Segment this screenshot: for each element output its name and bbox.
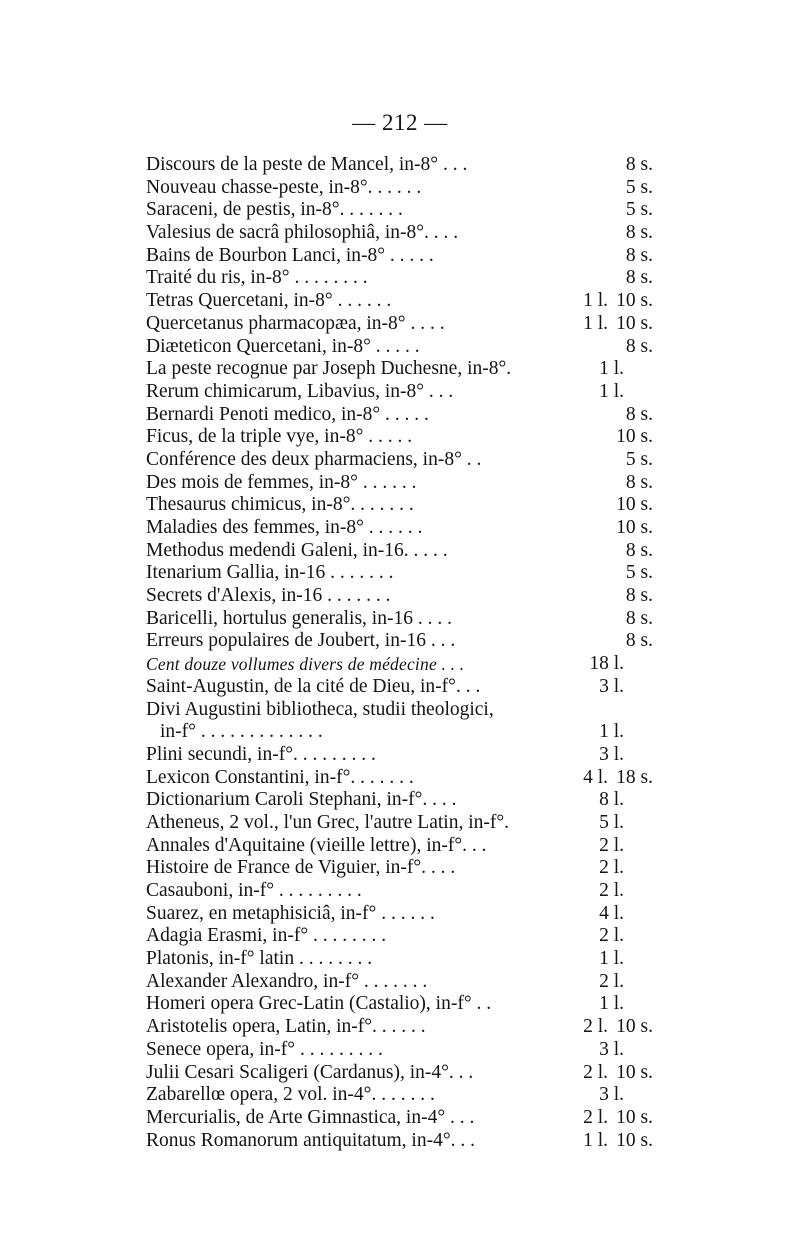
entry-title-line: Traité du ris, in-8° . . . . . . . .	[146, 267, 368, 289]
entry-price-sous: 10 s.	[616, 290, 653, 312]
entry-price-sous: 10 s.	[616, 1061, 653, 1083]
entry-title-line: Julii Cesari Scaligeri (Cardanus), in-4°. . .	[146, 1061, 474, 1083]
entry-price-sous: 5 s.	[625, 176, 653, 198]
entry-title	[146, 653, 464, 676]
entry-title-line: Alexander Alexandro, in-f° . . . . . . .	[146, 970, 428, 992]
entry-title	[146, 222, 458, 245]
catalogue-entry	[0, 245, 800, 268]
entry-title	[146, 517, 422, 540]
catalogue-entry	[0, 653, 800, 676]
entry-title	[146, 1084, 435, 1107]
entry-price-sous: 10 s.	[616, 517, 653, 538]
catalogue-entry	[0, 1107, 800, 1130]
entry-title	[146, 1039, 383, 1062]
entry-title	[146, 494, 414, 517]
entry-price-livres: 2 l.	[599, 857, 624, 879]
catalogue-entry	[0, 426, 800, 449]
entry-title	[146, 381, 453, 404]
catalogue-entry	[0, 562, 800, 585]
entry-title	[146, 744, 376, 767]
entry-title	[146, 993, 491, 1016]
entry-title-line: Homeri opera Grec-Latin (Castalio), in-f° . .	[146, 993, 492, 1015]
entry-title-line: Lexicon Constantini, in-f°. . . . . . .	[146, 766, 414, 788]
catalogue-entry	[0, 336, 800, 359]
entry-title-line: Tetras Quercetani, in-8° . . . . . .	[146, 290, 392, 312]
catalogue-entry	[0, 449, 800, 472]
entry-price-sous: 10 s.	[616, 1016, 653, 1038]
catalogue-entry	[0, 154, 800, 177]
catalogue-entry	[0, 1039, 800, 1062]
entry-price-livres: 1 l.	[599, 948, 624, 970]
entry-title	[146, 925, 386, 948]
entry-title	[146, 608, 452, 631]
catalogue-entry	[0, 676, 800, 699]
entry-price-livres: 1 l.	[599, 721, 624, 743]
entry-title-line: Nouveau chasse-peste, in-8°. . . . . .	[146, 176, 422, 198]
entry-price-livres: 3 l.	[599, 743, 624, 765]
entry-title-line: Plini secundi, in-f°. . . . . . . . .	[146, 743, 376, 765]
entry-title	[146, 767, 414, 790]
entry-title-line: Ronus Romanorum antiquitatum, in-4°. . .	[146, 1129, 475, 1151]
entry-title-line: Mercurialis, de Arte Gimnastica, in-4° . . .	[146, 1106, 475, 1128]
entry-price-sous: 8 s.	[625, 403, 653, 425]
entry-title	[146, 313, 445, 336]
entry-title-line: Baricelli, hortulus generalis, in-16 . . . .	[146, 607, 452, 629]
entry-title-line: Des mois de femmes, in-8° . . . . . .	[146, 471, 417, 493]
catalogue-entry	[0, 608, 800, 631]
catalogue-entry	[0, 222, 800, 245]
entry-title	[146, 857, 455, 880]
catalogue-entry	[0, 767, 800, 790]
entry-title	[146, 1107, 474, 1130]
entry-title	[146, 699, 494, 744]
entry-title-line: Adagia Erasmi, in-f° . . . . . . . .	[146, 925, 387, 947]
entry-title	[146, 336, 420, 359]
entry-title	[146, 789, 457, 812]
catalogue-list	[0, 154, 800, 1152]
catalogue-entry	[0, 1130, 800, 1153]
entry-price-sous: 8 s.	[625, 539, 653, 561]
entry-price-sous: 8 s.	[625, 630, 653, 652]
entry-title	[146, 948, 372, 971]
entry-title-line: Annales d'Aquitaine (vieille lettre), in-f°. . .	[146, 834, 487, 856]
entry-title	[146, 880, 362, 903]
entry-price-livres: 1 l.	[599, 358, 624, 380]
catalogue-entry	[0, 789, 800, 812]
entry-title	[146, 585, 391, 608]
entry-title-line: Valesius de sacrâ philosophiâ, in-8°. . . .	[146, 222, 459, 244]
entry-title-line: Suarez, en metaphisiciâ, in-f° . . . . . .	[146, 902, 435, 924]
entry-title-line: Discours de la peste de Mancel, in-8° . . .	[146, 154, 468, 175]
catalogue-entry	[0, 1084, 800, 1107]
catalogue-entry	[0, 585, 800, 608]
entry-title	[146, 562, 393, 585]
entry-title	[146, 358, 511, 381]
entry-price-livres: 2 l.	[599, 925, 624, 947]
entry-title-line: Quercetanus pharmacopæa, in-8° . . . .	[146, 312, 445, 334]
entry-price-livres: 1 l.	[583, 290, 608, 312]
entry-title-line: Bains de Bourbon Lanci, in-8° . . . . .	[146, 244, 434, 266]
catalogue-entry	[0, 857, 800, 880]
entry-price-livres: 3 l.	[599, 675, 624, 697]
entry-title-line: Platonis, in-f° latin . . . . . . . .	[146, 948, 373, 970]
entry-title	[146, 630, 455, 653]
entry-price-livres: 1 l.	[599, 380, 624, 402]
catalogue-entry	[0, 177, 800, 200]
entry-price-livres: 2 l.	[599, 970, 624, 992]
entry-title	[146, 245, 434, 268]
entry-title	[146, 1062, 473, 1085]
catalogue-entry	[0, 630, 800, 653]
catalogue-entry	[0, 948, 800, 971]
catalogue-entry	[0, 267, 800, 290]
entry-price-sous: 8 s.	[625, 335, 653, 357]
entry-title-line: Conférence des deux pharmaciens, in-8° . .	[146, 448, 482, 470]
catalogue-entry	[0, 1016, 800, 1039]
catalogue-entry	[0, 472, 800, 495]
catalogue-entry	[0, 903, 800, 926]
entry-title-line: Itenarium Gallia, in-16 . . . . . . .	[146, 562, 394, 584]
entry-price-sous: 8 s.	[625, 585, 653, 607]
entry-title-line: Divi Augustini bibliotheca, studii theologici,	[146, 698, 494, 720]
entry-title	[146, 1016, 426, 1039]
entry-price-livres: 8 l.	[599, 789, 624, 811]
catalogue-entry	[0, 290, 800, 313]
entry-title	[146, 472, 416, 495]
catalogue-entry	[0, 925, 800, 948]
entry-title	[146, 676, 480, 699]
entry-title-line: Methodus medendi Galeni, in-16. . . . .	[146, 539, 448, 561]
catalogue-entry	[0, 1062, 800, 1085]
entry-price-sous: 8 s.	[625, 267, 653, 289]
entry-title	[146, 1130, 475, 1153]
entry-title	[146, 449, 481, 472]
entry-price-livres: 3 l.	[599, 1038, 624, 1060]
entry-title-line: Saint-Augustin, de la cité de Dieu, in-f°. . .	[146, 675, 481, 697]
entry-price-sous: 8 s.	[625, 222, 653, 244]
entry-title-line: Erreurs populaires de Joubert, in-16 . . .	[146, 630, 456, 652]
entry-price-sous: 8 s.	[625, 607, 653, 629]
entry-title-line: Rerum chimicarum, Libavius, in-8° . . .	[146, 380, 454, 402]
entry-title-line: Zabarellœ opera, 2 vol. in-4°. . . . . . .	[146, 1084, 435, 1106]
entry-title-continuation: in-f° . . . . . . . . . . . . .	[160, 721, 323, 743]
entry-title-line: Thesaurus chimicus, in-8°. . . . . . .	[146, 494, 414, 516]
entry-price-sous: 5 s.	[625, 199, 653, 221]
entry-price-livres: 1 l.	[583, 1129, 608, 1151]
entry-price-sous: 18 s.	[616, 766, 653, 788]
entry-price-sous: 5 s.	[625, 562, 653, 584]
entry-title-line: Diæteticon Quercetani, in-8° . . . . .	[146, 335, 420, 357]
catalogue-entry	[0, 699, 800, 744]
entry-title	[146, 154, 467, 177]
entry-price-livres: 2 l.	[599, 880, 624, 902]
entry-price-livres: 18 l.	[589, 653, 624, 675]
entry-price-sous: 5 s.	[625, 448, 653, 470]
entry-price-livres: 2 l.	[599, 834, 624, 856]
entry-price-sous: 8 s.	[625, 471, 653, 493]
catalogue-entry	[0, 199, 800, 222]
entry-price-livres: 4 l.	[599, 902, 624, 924]
entry-price-sous: 10 s.	[616, 1106, 653, 1128]
entry-title	[146, 971, 427, 994]
catalogue-entry	[0, 812, 800, 835]
entry-title-line: Dictionarium Caroli Stephani, in-f°. . . .	[146, 789, 457, 811]
entry-title-line: Bernardi Penoti medico, in-8° . . . . .	[146, 403, 429, 425]
entry-title-line: Histoire de France de Viguier, in-f°. . . .	[146, 857, 456, 879]
entry-title	[146, 903, 435, 926]
catalogue-entry	[0, 540, 800, 563]
entry-title	[146, 835, 487, 858]
catalogue-entry	[0, 381, 800, 404]
catalogue-entry	[0, 358, 800, 381]
entry-price-livres: 2 l.	[583, 1016, 608, 1038]
entry-price-sous: 10 s.	[616, 426, 653, 448]
catalogue-entry	[0, 835, 800, 858]
entry-title-line: Atheneus, 2 vol., l'un Grec, l'autre Latin, in-f°.	[146, 811, 510, 833]
entry-title-line: Senece opera, in-f° . . . . . . . . .	[146, 1038, 383, 1060]
entry-title-line: Saraceni, de pestis, in-8°. . . . . . .	[146, 199, 403, 221]
entry-title	[146, 267, 368, 290]
page-number: — 212 —	[352, 110, 448, 135]
entry-title-line: Cent douze vollumes divers de médecine . . .	[146, 654, 465, 675]
catalogue-entry	[0, 404, 800, 427]
entry-title-line: La peste recognue par Joseph Duchesne, in-8°.	[146, 358, 512, 380]
entry-price-sous: 8 s.	[625, 244, 653, 266]
entry-price-sous: 10 s.	[616, 1129, 653, 1151]
catalogue-entry	[0, 494, 800, 517]
catalogue-entry	[0, 744, 800, 767]
entry-price-livres: 1 l.	[583, 312, 608, 334]
entry-title	[146, 812, 509, 835]
entry-title-line: Secrets d'Alexis, in-16 . . . . . . .	[146, 585, 391, 607]
entry-price-livres: 2 l.	[583, 1061, 608, 1083]
entry-title	[146, 199, 403, 222]
entry-price-livres: 5 l.	[599, 811, 624, 833]
entry-title	[146, 540, 448, 563]
entry-title-line: Casauboni, in-f° . . . . . . . . .	[146, 880, 362, 902]
entry-title-line: Aristotelis opera, Latin, in-f°. . . . . .	[146, 1016, 426, 1038]
entry-price-sous: 10 s.	[616, 494, 653, 516]
entry-title	[146, 177, 421, 200]
catalogue-entry	[0, 880, 800, 903]
entry-price-sous: 8 s.	[625, 154, 653, 175]
catalogue-entry	[0, 971, 800, 994]
catalogue-entry	[0, 517, 800, 540]
entry-price-livres: 2 l.	[583, 1106, 608, 1128]
entry-title-line: Maladies des femmes, in-8° . . . . . .	[146, 517, 423, 538]
catalogue-entry	[0, 313, 800, 336]
entry-title	[146, 426, 412, 449]
entry-title	[146, 404, 429, 427]
entry-title	[146, 290, 391, 313]
entry-price-sous: 10 s.	[616, 312, 653, 334]
entry-title-line: Ficus, de la triple vye, in-8° . . . . .	[146, 426, 413, 448]
entry-price-livres: 1 l.	[599, 993, 624, 1015]
catalogue-entry	[0, 993, 800, 1016]
entry-price-livres: 3 l.	[599, 1084, 624, 1106]
entry-price-livres: 4 l.	[583, 766, 608, 788]
